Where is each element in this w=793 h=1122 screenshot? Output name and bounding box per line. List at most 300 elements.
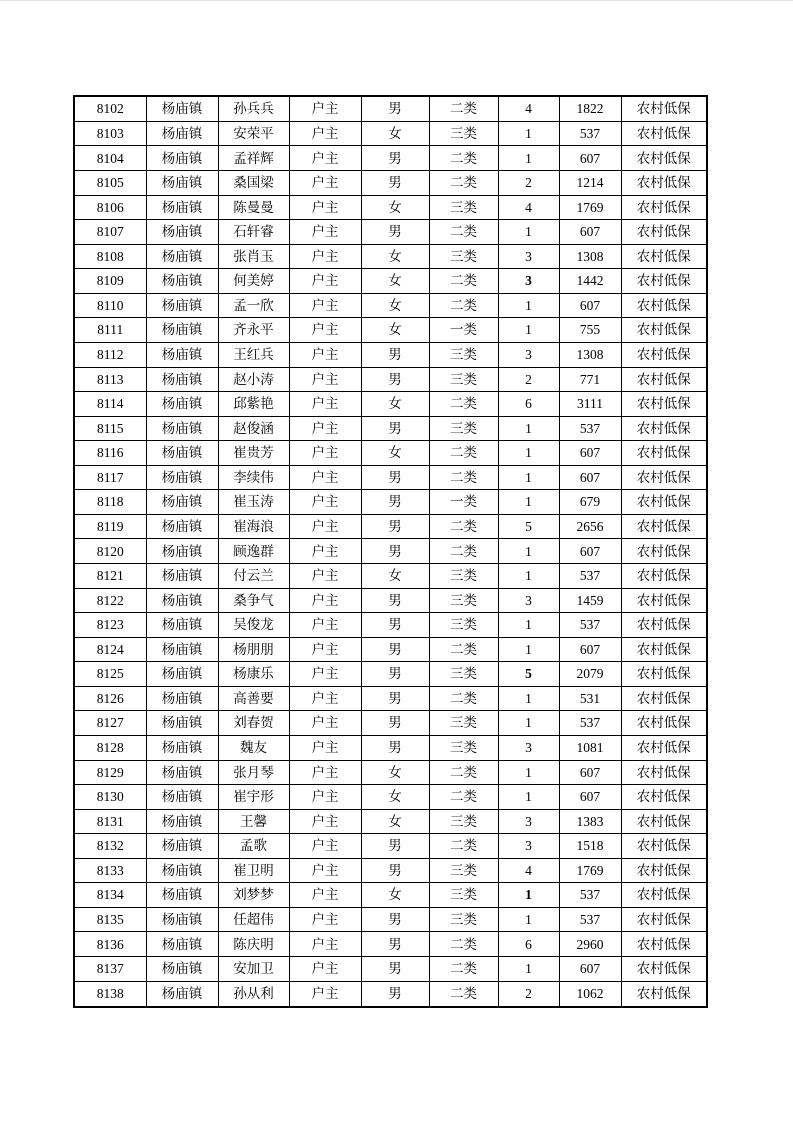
cell-amount: 607	[559, 539, 621, 564]
cell-count: 4	[498, 96, 559, 121]
cell-name: 桑争气	[218, 588, 289, 613]
table-row	[74, 760, 707, 785]
cell-id: 8113	[74, 367, 146, 392]
cell-gender: 男	[361, 932, 429, 957]
cell-town: 杨庙镇	[146, 834, 218, 859]
cell-count: 1	[498, 465, 559, 490]
cell-amount: 771	[559, 367, 621, 392]
cell-count: 1	[498, 613, 559, 638]
cell-category: 二类	[429, 220, 498, 245]
cell-id: 8105	[74, 171, 146, 196]
cell-relation: 户主	[289, 613, 361, 638]
cell-amount: 755	[559, 318, 621, 343]
cell-name: 张肖玉	[218, 244, 289, 269]
cell-name: 崔玉涛	[218, 490, 289, 515]
cell-town: 杨庙镇	[146, 171, 218, 196]
table-row	[74, 244, 707, 269]
cell-town: 杨庙镇	[146, 539, 218, 564]
cell-name: 任超伟	[218, 907, 289, 932]
cell-type: 农村低保	[621, 785, 707, 810]
cell-category: 三类	[429, 809, 498, 834]
cell-amount: 607	[559, 146, 621, 171]
cell-id: 8102	[74, 96, 146, 121]
cell-town: 杨庙镇	[146, 588, 218, 613]
cell-id: 8134	[74, 883, 146, 908]
cell-type: 农村低保	[621, 318, 707, 343]
cell-amount: 1383	[559, 809, 621, 834]
cell-id: 8136	[74, 932, 146, 957]
cell-count: 1	[498, 121, 559, 146]
cell-town: 杨庙镇	[146, 735, 218, 760]
table-row	[74, 318, 707, 343]
cell-id: 8115	[74, 416, 146, 441]
cell-type: 农村低保	[621, 686, 707, 711]
cell-count: 1	[498, 760, 559, 785]
table-row	[74, 981, 707, 1007]
cell-gender: 女	[361, 318, 429, 343]
cell-category: 二类	[429, 686, 498, 711]
cell-id: 8138	[74, 981, 146, 1007]
cell-category: 三类	[429, 588, 498, 613]
cell-id: 8126	[74, 686, 146, 711]
cell-category: 二类	[429, 834, 498, 859]
cell-gender: 男	[361, 907, 429, 932]
cell-category: 二类	[429, 539, 498, 564]
cell-relation: 户主	[289, 858, 361, 883]
cell-amount: 531	[559, 686, 621, 711]
table-row	[74, 564, 707, 589]
cell-gender: 男	[361, 539, 429, 564]
cell-town: 杨庙镇	[146, 318, 218, 343]
cell-relation: 户主	[289, 883, 361, 908]
cell-category: 三类	[429, 342, 498, 367]
cell-town: 杨庙镇	[146, 465, 218, 490]
cell-id: 8104	[74, 146, 146, 171]
cell-name: 高善要	[218, 686, 289, 711]
cell-amount: 1081	[559, 735, 621, 760]
cell-type: 农村低保	[621, 662, 707, 687]
cell-relation: 户主	[289, 96, 361, 121]
cell-relation: 户主	[289, 244, 361, 269]
cell-gender: 男	[361, 637, 429, 662]
cell-town: 杨庙镇	[146, 293, 218, 318]
table-row	[74, 858, 707, 883]
cell-amount: 1459	[559, 588, 621, 613]
cell-type: 农村低保	[621, 883, 707, 908]
table-row	[74, 269, 707, 294]
cell-town: 杨庙镇	[146, 342, 218, 367]
cell-relation: 户主	[289, 785, 361, 810]
cell-id: 8110	[74, 293, 146, 318]
cell-relation: 户主	[289, 269, 361, 294]
cell-id: 8137	[74, 957, 146, 982]
table-row	[74, 735, 707, 760]
cell-count: 1	[498, 907, 559, 932]
cell-category: 三类	[429, 907, 498, 932]
cell-amount: 1062	[559, 981, 621, 1007]
cell-town: 杨庙镇	[146, 785, 218, 810]
cell-count: 1	[498, 637, 559, 662]
cell-category: 三类	[429, 662, 498, 687]
cell-name: 顾逸群	[218, 539, 289, 564]
cell-id: 8103	[74, 121, 146, 146]
cell-type: 农村低保	[621, 735, 707, 760]
table-row	[74, 367, 707, 392]
cell-name: 齐永平	[218, 318, 289, 343]
cell-category: 二类	[429, 785, 498, 810]
cell-gender: 男	[361, 858, 429, 883]
cell-town: 杨庙镇	[146, 244, 218, 269]
cell-category: 二类	[429, 441, 498, 466]
table-row	[74, 195, 707, 220]
cell-category: 三类	[429, 711, 498, 736]
cell-id: 8124	[74, 637, 146, 662]
cell-town: 杨庙镇	[146, 269, 218, 294]
cell-gender: 女	[361, 269, 429, 294]
cell-gender: 男	[361, 735, 429, 760]
cell-id: 8111	[74, 318, 146, 343]
cell-count: 1	[498, 146, 559, 171]
cell-gender: 男	[361, 686, 429, 711]
cell-town: 杨庙镇	[146, 416, 218, 441]
cell-gender: 男	[361, 342, 429, 367]
cell-name: 杨康乐	[218, 662, 289, 687]
cell-name: 付云兰	[218, 564, 289, 589]
cell-amount: 537	[559, 564, 621, 589]
cell-amount: 1769	[559, 858, 621, 883]
cell-relation: 户主	[289, 588, 361, 613]
table-row	[74, 121, 707, 146]
cell-amount: 2960	[559, 932, 621, 957]
cell-count: 1	[498, 490, 559, 515]
cell-town: 杨庙镇	[146, 907, 218, 932]
cell-town: 杨庙镇	[146, 858, 218, 883]
table-row	[74, 834, 707, 859]
cell-count: 5	[498, 514, 559, 539]
cell-relation: 户主	[289, 662, 361, 687]
cell-id: 8132	[74, 834, 146, 859]
cell-category: 二类	[429, 96, 498, 121]
cell-name: 赵俊涵	[218, 416, 289, 441]
cell-id: 8125	[74, 662, 146, 687]
cell-gender: 女	[361, 293, 429, 318]
cell-name: 赵小涛	[218, 367, 289, 392]
cell-name: 安加卫	[218, 957, 289, 982]
cell-gender: 男	[361, 490, 429, 515]
cell-gender: 女	[361, 441, 429, 466]
cell-town: 杨庙镇	[146, 686, 218, 711]
cell-amount: 1822	[559, 96, 621, 121]
cell-category: 二类	[429, 514, 498, 539]
cell-type: 农村低保	[621, 392, 707, 417]
cell-name: 陈曼曼	[218, 195, 289, 220]
cell-amount: 607	[559, 441, 621, 466]
cell-count: 1	[498, 711, 559, 736]
cell-count: 3	[498, 809, 559, 834]
table-row	[74, 465, 707, 490]
cell-category: 二类	[429, 981, 498, 1007]
cell-type: 农村低保	[621, 809, 707, 834]
cell-category: 二类	[429, 171, 498, 196]
cell-name: 崔卫明	[218, 858, 289, 883]
cell-category: 二类	[429, 392, 498, 417]
cell-relation: 户主	[289, 735, 361, 760]
table-row	[74, 809, 707, 834]
cell-category: 二类	[429, 293, 498, 318]
cell-relation: 户主	[289, 465, 361, 490]
cell-type: 农村低保	[621, 981, 707, 1007]
cell-amount: 1308	[559, 244, 621, 269]
cell-town: 杨庙镇	[146, 514, 218, 539]
table-row	[74, 342, 707, 367]
cell-relation: 户主	[289, 564, 361, 589]
cell-name: 崔宇形	[218, 785, 289, 810]
table-row	[74, 613, 707, 638]
cell-count: 6	[498, 932, 559, 957]
cell-amount: 1518	[559, 834, 621, 859]
cell-id: 8133	[74, 858, 146, 883]
cell-name: 崔贵芳	[218, 441, 289, 466]
table-row	[74, 588, 707, 613]
cell-name: 孙兵兵	[218, 96, 289, 121]
cell-amount: 3111	[559, 392, 621, 417]
cell-category: 三类	[429, 735, 498, 760]
cell-gender: 男	[361, 662, 429, 687]
cell-relation: 户主	[289, 392, 361, 417]
cell-name: 孟祥辉	[218, 146, 289, 171]
table-row	[74, 711, 707, 736]
cell-relation: 户主	[289, 367, 361, 392]
cell-id: 8114	[74, 392, 146, 417]
cell-type: 农村低保	[621, 146, 707, 171]
cell-gender: 女	[361, 392, 429, 417]
cell-count: 1	[498, 416, 559, 441]
cell-category: 一类	[429, 490, 498, 515]
cell-relation: 户主	[289, 686, 361, 711]
cell-amount: 537	[559, 416, 621, 441]
cell-name: 张月琴	[218, 760, 289, 785]
cell-gender: 男	[361, 96, 429, 121]
table-row	[74, 785, 707, 810]
cell-category: 二类	[429, 269, 498, 294]
cell-relation: 户主	[289, 195, 361, 220]
cell-id: 8108	[74, 244, 146, 269]
cell-gender: 男	[361, 416, 429, 441]
cell-town: 杨庙镇	[146, 441, 218, 466]
cell-town: 杨庙镇	[146, 564, 218, 589]
cell-count: 3	[498, 269, 559, 294]
cell-gender: 男	[361, 220, 429, 245]
table-row	[74, 441, 707, 466]
cell-gender: 男	[361, 514, 429, 539]
cell-count: 1	[498, 883, 559, 908]
table-row	[74, 146, 707, 171]
cell-id: 8117	[74, 465, 146, 490]
cell-name: 吴俊龙	[218, 613, 289, 638]
cell-gender: 男	[361, 367, 429, 392]
cell-relation: 户主	[289, 711, 361, 736]
cell-id: 8120	[74, 539, 146, 564]
cell-relation: 户主	[289, 293, 361, 318]
cell-name: 桑国梁	[218, 171, 289, 196]
table-row	[74, 932, 707, 957]
cell-count: 3	[498, 588, 559, 613]
cell-count: 1	[498, 686, 559, 711]
table-row	[74, 662, 707, 687]
cell-town: 杨庙镇	[146, 711, 218, 736]
table-row	[74, 539, 707, 564]
table-row	[74, 416, 707, 441]
cell-gender: 男	[361, 146, 429, 171]
cell-category: 三类	[429, 121, 498, 146]
cell-gender: 男	[361, 711, 429, 736]
cell-category: 二类	[429, 760, 498, 785]
cell-id: 8129	[74, 760, 146, 785]
cell-count: 3	[498, 834, 559, 859]
cell-relation: 户主	[289, 171, 361, 196]
cell-gender: 男	[361, 465, 429, 490]
cell-amount: 2079	[559, 662, 621, 687]
cell-id: 8122	[74, 588, 146, 613]
page-top-edge	[0, 0, 793, 1]
cell-id: 8112	[74, 342, 146, 367]
cell-count: 6	[498, 392, 559, 417]
cell-category: 二类	[429, 146, 498, 171]
cell-id: 8127	[74, 711, 146, 736]
cell-town: 杨庙镇	[146, 809, 218, 834]
cell-relation: 户主	[289, 514, 361, 539]
cell-town: 杨庙镇	[146, 637, 218, 662]
cell-name: 刘春贺	[218, 711, 289, 736]
cell-town: 杨庙镇	[146, 981, 218, 1007]
cell-category: 三类	[429, 613, 498, 638]
cell-name: 石轩睿	[218, 220, 289, 245]
cell-gender: 女	[361, 564, 429, 589]
cell-relation: 户主	[289, 318, 361, 343]
cell-type: 农村低保	[621, 342, 707, 367]
cell-name: 陈庆明	[218, 932, 289, 957]
cell-category: 二类	[429, 932, 498, 957]
cell-gender: 男	[361, 981, 429, 1007]
cell-id: 8119	[74, 514, 146, 539]
cell-relation: 户主	[289, 416, 361, 441]
cell-name: 孙从利	[218, 981, 289, 1007]
cell-relation: 户主	[289, 907, 361, 932]
cell-count: 3	[498, 735, 559, 760]
cell-amount: 607	[559, 785, 621, 810]
cell-amount: 537	[559, 613, 621, 638]
cell-relation: 户主	[289, 760, 361, 785]
cell-count: 3	[498, 342, 559, 367]
cell-category: 一类	[429, 318, 498, 343]
cell-town: 杨庙镇	[146, 957, 218, 982]
cell-town: 杨庙镇	[146, 613, 218, 638]
cell-amount: 679	[559, 490, 621, 515]
cell-relation: 户主	[289, 981, 361, 1007]
cell-name: 孟一欣	[218, 293, 289, 318]
cell-category: 三类	[429, 367, 498, 392]
cell-category: 三类	[429, 564, 498, 589]
cell-type: 农村低保	[621, 465, 707, 490]
cell-relation: 户主	[289, 342, 361, 367]
cell-type: 农村低保	[621, 858, 707, 883]
cell-gender: 男	[361, 171, 429, 196]
cell-relation: 户主	[289, 490, 361, 515]
cell-id: 8135	[74, 907, 146, 932]
table-row	[74, 171, 707, 196]
cell-count: 2	[498, 981, 559, 1007]
cell-type: 农村低保	[621, 269, 707, 294]
cell-gender: 女	[361, 809, 429, 834]
cell-town: 杨庙镇	[146, 932, 218, 957]
cell-count: 4	[498, 858, 559, 883]
cell-gender: 男	[361, 834, 429, 859]
cell-amount: 607	[559, 465, 621, 490]
table-row	[74, 96, 707, 121]
cell-gender: 男	[361, 588, 429, 613]
cell-town: 杨庙镇	[146, 220, 218, 245]
cell-gender: 女	[361, 121, 429, 146]
cell-count: 1	[498, 220, 559, 245]
cell-type: 农村低保	[621, 564, 707, 589]
cell-id: 8118	[74, 490, 146, 515]
cell-amount: 2656	[559, 514, 621, 539]
cell-type: 农村低保	[621, 171, 707, 196]
cell-count: 1	[498, 318, 559, 343]
cell-category: 三类	[429, 883, 498, 908]
cell-gender: 男	[361, 957, 429, 982]
cell-amount: 1214	[559, 171, 621, 196]
cell-count: 1	[498, 441, 559, 466]
cell-count: 1	[498, 539, 559, 564]
cell-type: 农村低保	[621, 121, 707, 146]
cell-town: 杨庙镇	[146, 367, 218, 392]
cell-count: 1	[498, 564, 559, 589]
cell-relation: 户主	[289, 834, 361, 859]
cell-town: 杨庙镇	[146, 662, 218, 687]
cell-amount: 607	[559, 760, 621, 785]
cell-type: 农村低保	[621, 514, 707, 539]
cell-name: 魏友	[218, 735, 289, 760]
cell-id: 8109	[74, 269, 146, 294]
cell-relation: 户主	[289, 441, 361, 466]
cell-type: 农村低保	[621, 195, 707, 220]
cell-amount: 537	[559, 883, 621, 908]
cell-count: 2	[498, 367, 559, 392]
cell-relation: 户主	[289, 539, 361, 564]
cell-type: 农村低保	[621, 760, 707, 785]
cell-category: 二类	[429, 637, 498, 662]
cell-type: 农村低保	[621, 957, 707, 982]
cell-town: 杨庙镇	[146, 195, 218, 220]
cell-type: 农村低保	[621, 367, 707, 392]
cell-town: 杨庙镇	[146, 392, 218, 417]
cell-name: 刘梦梦	[218, 883, 289, 908]
cell-id: 8123	[74, 613, 146, 638]
cell-relation: 户主	[289, 809, 361, 834]
cell-relation: 户主	[289, 957, 361, 982]
cell-type: 农村低保	[621, 932, 707, 957]
cell-gender: 女	[361, 244, 429, 269]
cell-amount: 607	[559, 637, 621, 662]
table-row	[74, 490, 707, 515]
cell-category: 三类	[429, 858, 498, 883]
cell-type: 农村低保	[621, 539, 707, 564]
cell-type: 农村低保	[621, 220, 707, 245]
cell-relation: 户主	[289, 146, 361, 171]
cell-gender: 男	[361, 613, 429, 638]
cell-category: 二类	[429, 465, 498, 490]
